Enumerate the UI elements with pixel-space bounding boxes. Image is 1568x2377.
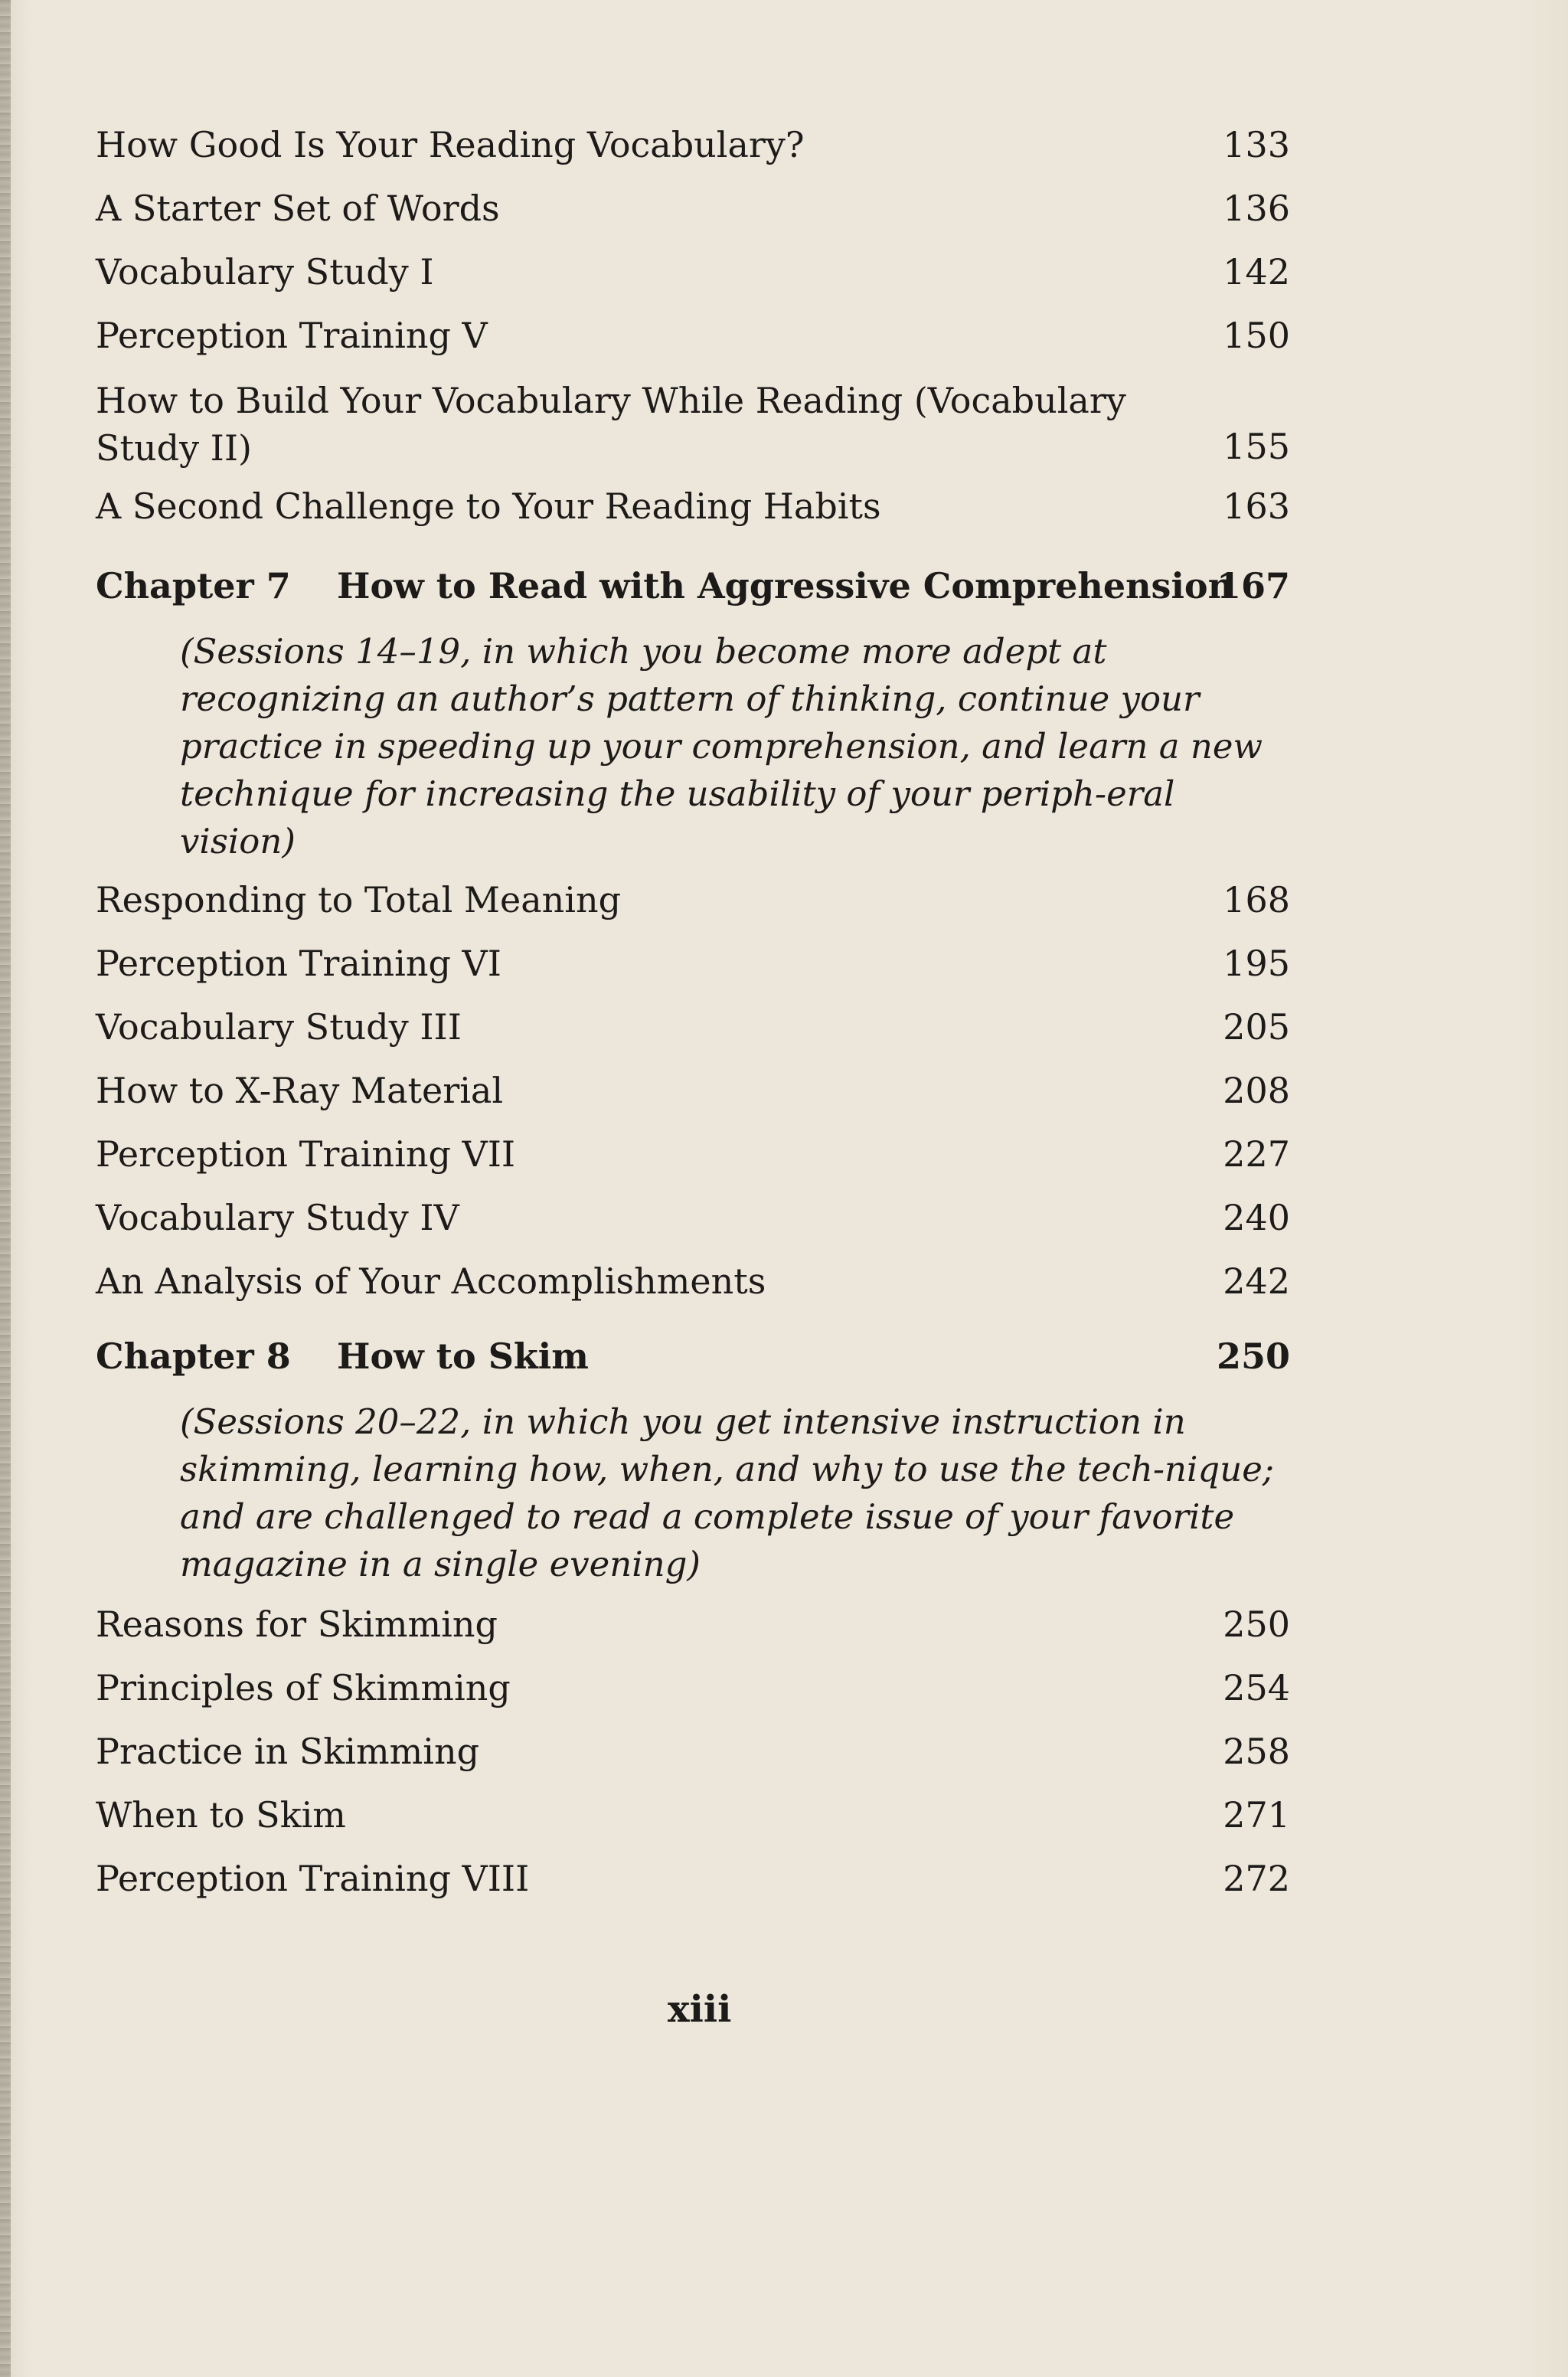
toc-entry-title: Principles of Skimming bbox=[96, 1667, 511, 1708]
toc-entry bbox=[96, 1068, 1290, 1113]
toc-entry-title: A Second Challenge to Your Reading Habits bbox=[96, 486, 881, 527]
toc-entry-page: 272 bbox=[1223, 1858, 1290, 1899]
toc-entry-page: 250 bbox=[1223, 1604, 1290, 1645]
toc-entry-page: 254 bbox=[1223, 1667, 1290, 1708]
chapter-heading bbox=[96, 1334, 1290, 1378]
toc-entry-page: 142 bbox=[1223, 251, 1290, 293]
chapter-heading bbox=[96, 564, 1290, 608]
toc-entry bbox=[96, 1195, 1290, 1240]
chapter-page: 167 bbox=[1216, 565, 1290, 607]
toc-entry bbox=[96, 878, 1290, 922]
page-spine-edge bbox=[0, 0, 11, 2377]
toc-entry bbox=[96, 1729, 1290, 1774]
table-of-contents bbox=[96, 123, 1290, 1920]
toc-entry-page: 240 bbox=[1223, 1197, 1290, 1238]
chapter-title: How to Skim bbox=[337, 1336, 589, 1377]
toc-entry-title: Vocabulary Study III bbox=[96, 1006, 462, 1048]
toc-entry-page: 271 bbox=[1223, 1794, 1290, 1836]
toc-entry bbox=[96, 941, 1290, 986]
page-folio: xiii bbox=[668, 1988, 732, 2031]
toc-entry-page: 168 bbox=[1223, 879, 1290, 920]
chapter-description: (Sessions 20–22, in which you get intensive instruction in skimming, learning how, when, and why to use the tech-nique; and are challenged to read a complete issue of your favorite magazine in a single evening) bbox=[180, 1401, 1274, 1584]
toc-entry-title: Perception Training VII bbox=[96, 1133, 516, 1175]
toc-entry-title: Responding to Total Meaning bbox=[96, 879, 622, 920]
toc-entry-page: 163 bbox=[1223, 486, 1290, 527]
toc-entry bbox=[96, 484, 1290, 528]
toc-entry-page: 242 bbox=[1223, 1260, 1290, 1302]
toc-entry-title: When to Skim bbox=[96, 1794, 346, 1836]
chapter-label: Chapter 7 bbox=[96, 565, 291, 607]
toc-entry bbox=[96, 1005, 1290, 1049]
toc-entry bbox=[96, 1856, 1290, 1901]
chapter-label: Chapter 8 bbox=[96, 1336, 291, 1377]
toc-entry-page: 258 bbox=[1223, 1731, 1290, 1772]
toc-entry bbox=[96, 186, 1290, 231]
toc-entry bbox=[96, 313, 1290, 358]
toc-entry-page: 155 bbox=[1223, 426, 1290, 467]
toc-entry-title: Perception Training VIII bbox=[96, 1858, 530, 1899]
toc-entry bbox=[96, 250, 1290, 294]
toc-entry bbox=[96, 1602, 1290, 1646]
toc-entry-title: A Starter Set of Words bbox=[96, 188, 500, 229]
toc-entry-title: An Analysis of Your Accomplishments bbox=[96, 1260, 766, 1302]
chapter-title: How to Read with Aggressive Comprehension bbox=[337, 565, 1234, 607]
toc-entry-page: 150 bbox=[1223, 315, 1290, 356]
toc-entry bbox=[96, 123, 1290, 167]
toc-entry-page: 133 bbox=[1223, 124, 1290, 165]
toc-entry-page: 205 bbox=[1223, 1006, 1290, 1048]
toc-entry-title: How Good Is Your Reading Vocabulary? bbox=[96, 124, 805, 165]
toc-entry-title: Reasons for Skimming bbox=[96, 1604, 498, 1645]
toc-entry bbox=[96, 1132, 1290, 1176]
toc-entry-page: 136 bbox=[1223, 188, 1290, 229]
toc-entry-title: Perception Training VI bbox=[96, 943, 501, 984]
toc-entry bbox=[96, 377, 1290, 472]
toc-entry-page: 227 bbox=[1223, 1133, 1290, 1175]
toc-entry-title: Practice in Skimming bbox=[96, 1731, 480, 1772]
toc-entry bbox=[96, 1259, 1290, 1303]
toc-entry bbox=[96, 1666, 1290, 1710]
toc-entry-page: 195 bbox=[1223, 943, 1290, 984]
chapter-page: 250 bbox=[1216, 1336, 1290, 1377]
toc-entry-title: Perception Training V bbox=[96, 315, 488, 356]
toc-entry-page: 208 bbox=[1223, 1070, 1290, 1111]
toc-entry-title: How to Build Your Vocabulary While Reading (Vocabulary Study II) bbox=[96, 380, 1126, 469]
toc-entry-title: How to X-Ray Material bbox=[96, 1070, 504, 1111]
chapter-description: (Sessions 14–19, in which you become more adept at recognizing an author’s pattern of thinking, continue your practice in speeding up your comprehension, and learn a new technique for increasing the usability of your periph-eral vision) bbox=[180, 631, 1263, 862]
toc-entry-title: Vocabulary Study I bbox=[96, 251, 434, 293]
toc-entry bbox=[96, 1793, 1290, 1837]
toc-entry-title: Vocabulary Study IV bbox=[96, 1197, 459, 1238]
